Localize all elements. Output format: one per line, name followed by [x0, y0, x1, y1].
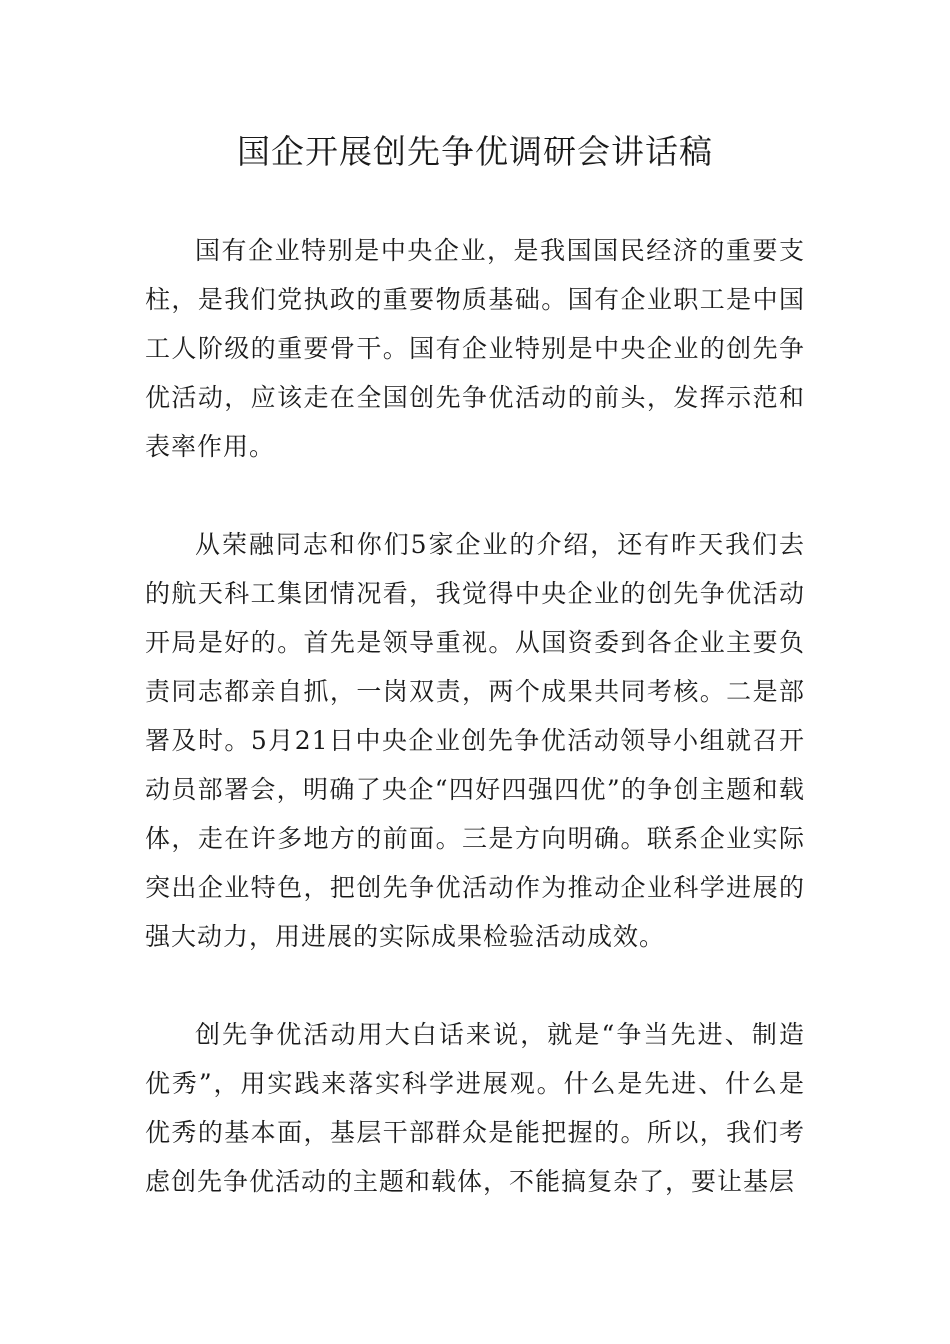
- paragraph-3: 创先争优活动用大白话来说，就是“争当先进、制造优秀”，用实践来落实科学进展观。什么是先进、什么是优秀的基本面，基层干部群众是能把握的。所以，我们考虑创先争优活动的主题和载体，不能搞复杂了，要让基层: [145, 1020, 805, 1196]
- document-body: [145, 226, 805, 1255]
- document-title: 国企开展创先争优调研会讲话稿: [237, 132, 713, 171]
- paragraph-2: 从荣融同志和你们5家企业的介绍，还有昨天我们去的航天科工集团情况看，我觉得中央企业的创先争优活动开局是好的。首先是领导重视。从国资委到各企业主要负责同志都亲自抓，一岗双责，两个成果共同考核。二是部署及时。5月21日中央企业创先争优活动领导小组就召开动员部署会，明确了央企“四好四强四优”的争创主题和载体，走在许多地方的前面。三是方向明确。联系企业实际突出企业特色，把创先争优活动作为推动企业科学进展的强大动力，用进展的实际成果检验活动成效。: [145, 530, 805, 951]
- paragraph-1: 国有企业特别是中央企业，是我国国民经济的重要支柱，是我们党执政的重要物质基础。国有企业职工是中国工人阶级的重要骨干。国有企业特别是中央企业的创先争优活动，应该走在全国创先争优活动的前头，发挥示范和表率作用。: [145, 236, 805, 461]
